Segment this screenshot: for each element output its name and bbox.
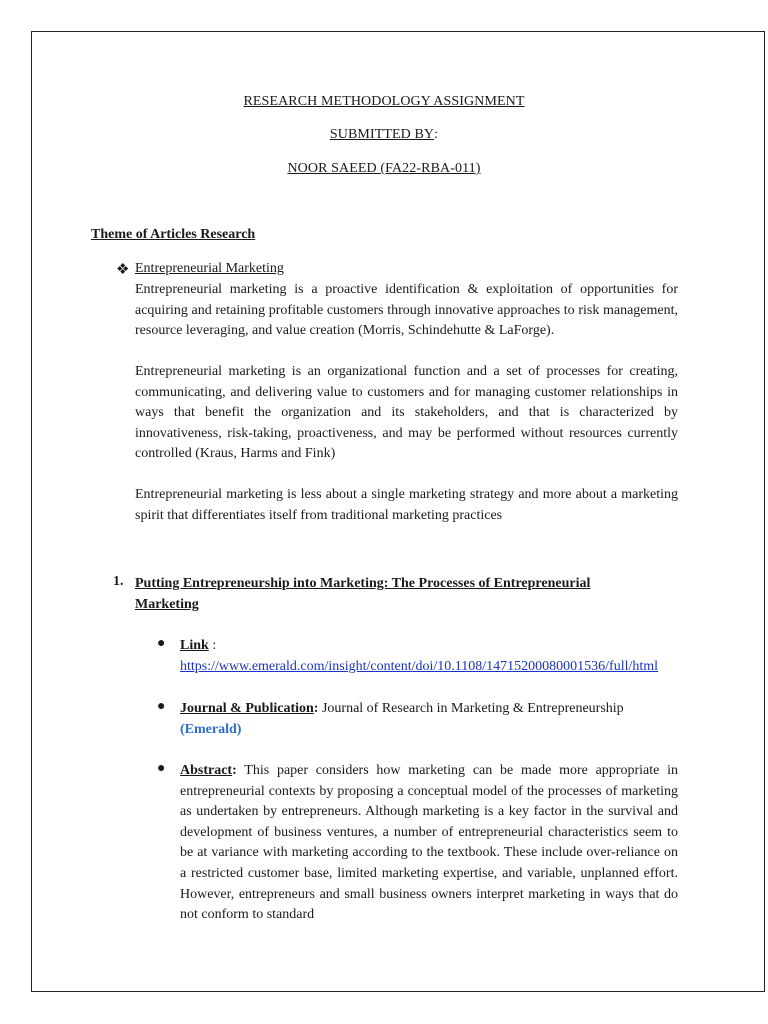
bullet-icon: ● — [157, 761, 166, 776]
journal-label: Journal & Publication — [180, 701, 314, 716]
link-label: Link — [180, 638, 209, 653]
abstract-separator: : — [232, 763, 237, 778]
article-number: 1. — [113, 574, 124, 589]
link-separator: : — [208, 638, 217, 653]
article-title: Putting Entrepreneurship into Marketing: The Processes of Entrepreneurial Marketing — [135, 576, 591, 612]
paragraph-2: Entrepreneurial marketing is an organizational function and a set of processes for creating, communicating, and delivering value to customers and for managing customer relationships in ways that benefit the organization and its stakeholders, and that is characterized by innovativeness, risk-taking, proactiveness, and may be performed without resources currently controlled (Kraus, Harms and Fink) — [135, 364, 678, 462]
journal-name: Journal of Research in Marketing & Entrepreneurship — [318, 701, 624, 716]
subheading: Entrepreneurial Marketing — [135, 261, 284, 276]
paragraph-1: Entrepreneurial marketing is a proactive identification & exploitation of opportunities for acquiring and retaining profitable customers through innovative approaches to risk management, resource leveraging, and value creation (Morris, Schindehutte & LaForge). — [135, 282, 678, 339]
section-heading: Theme of Articles Research — [91, 227, 256, 242]
abstract-item — [180, 761, 678, 926]
bullet-icon: ● — [157, 636, 166, 651]
author-line: NOOR SAEED (FA22-RBA-011) — [287, 161, 481, 176]
journal-separator: : — [313, 701, 319, 716]
link-item — [180, 636, 678, 677]
submitted-by-colon: : — [434, 127, 439, 142]
submitted-by-label: SUBMITTED BY — [329, 127, 435, 142]
bullet-icon: ● — [157, 699, 166, 714]
publisher-name: (Emerald) — [180, 721, 242, 737]
paragraph-3: Entrepreneurial marketing is less about a single marketing strategy and more about a marketing spirit that differentiates itself from traditional marketing practices — [135, 487, 678, 523]
abstract-text: This paper considers how marketing can be made more appropriate in entrepreneurial contexts by proposing a conceptual model of the processes of marketing as undertaken by entrepreneurs. Although marketing is a key factor in the survival and development of business ventures, a number of entrepreneurial characteristics seem to be at variance with marketing according to the textbook. These include over-reliance on a restricted customer base, limited marketing expertise, and variable, unplanned effort. However, entrepreneurs and small business owners interpret marketing in ways that do not conform to standard — [180, 763, 678, 923]
abstract-label: Abstract — [180, 763, 233, 778]
assignment-title: RESEARCH METHODOLOGY ASSIGNMENT — [243, 94, 525, 109]
diamond-bullet-icon: ❖ — [116, 262, 130, 278]
article-link[interactable]: https://www.emerald.com/insight/content/doi/10.1108/14715200080001536/full/html — [180, 658, 659, 674]
journal-item — [180, 699, 678, 740]
submitted-by-line — [0, 127, 768, 143]
